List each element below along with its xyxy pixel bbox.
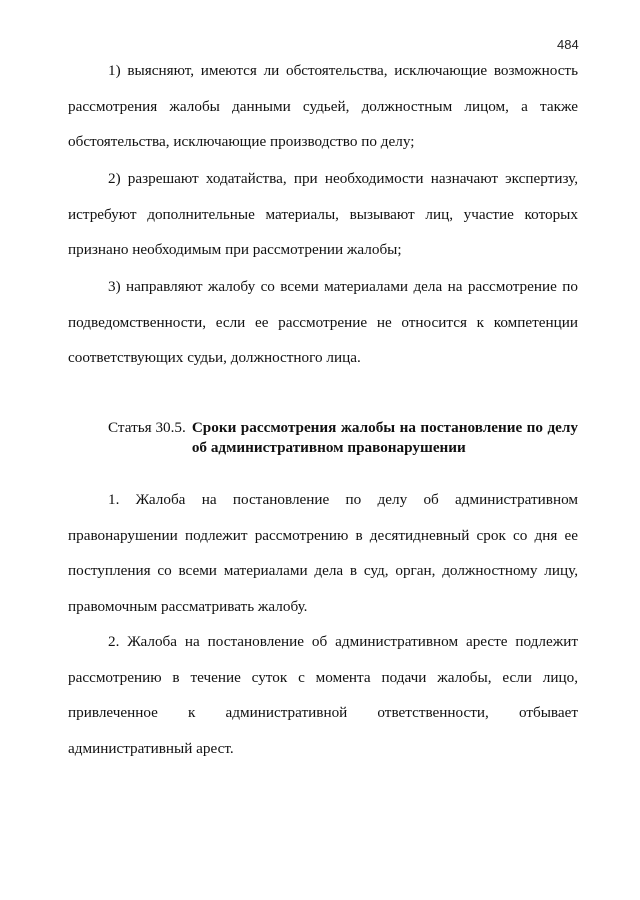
paragraph-item-2: 2) разрешают ходатайства, при необходимости назначают экспертизу, истребуют дополнительные материалы, вызывают лиц, участие которых признано необходимым при рассмотрении жалобы; xyxy=(68,170,578,258)
paragraph-item-1: 1) выясняют, имеются ли обстоятельства, исключающие возможность рассмотрения жалобы данными судьей, должностным лицом, а также обстоятельства, исключающие производство по делу; xyxy=(68,62,578,150)
paragraph-item-3: 3) направляют жалобу со всеми материалами дела на рассмотрение по подведомственности, если ее рассмотрение не относится к компетенции соответствующих судьи, должностного лица. xyxy=(68,278,578,366)
page-number: 484 xyxy=(557,37,579,52)
article-heading xyxy=(108,418,578,458)
article-paragraph-2: 2. Жалоба на постановление об административном аресте подлежит рассмотрению в течение суток с момента подачи жалобы, если лицо, привлеченное к административной ответственности, отбывает административный арест. xyxy=(68,633,578,757)
article-paragraph-1: 1. Жалоба на постановление по делу об административном правонарушении подлежит рассмотрению в десятидневный срок со дня ее поступления со всеми материалами дела в суд, орган, должностному лицу, правомочным рассматривать жалобу. xyxy=(68,491,578,615)
article-title: Сроки рассмотрения жалобы на постановление по делу об административном правонарушении xyxy=(191,419,578,456)
article-number: Статья 30.5. xyxy=(108,419,186,436)
